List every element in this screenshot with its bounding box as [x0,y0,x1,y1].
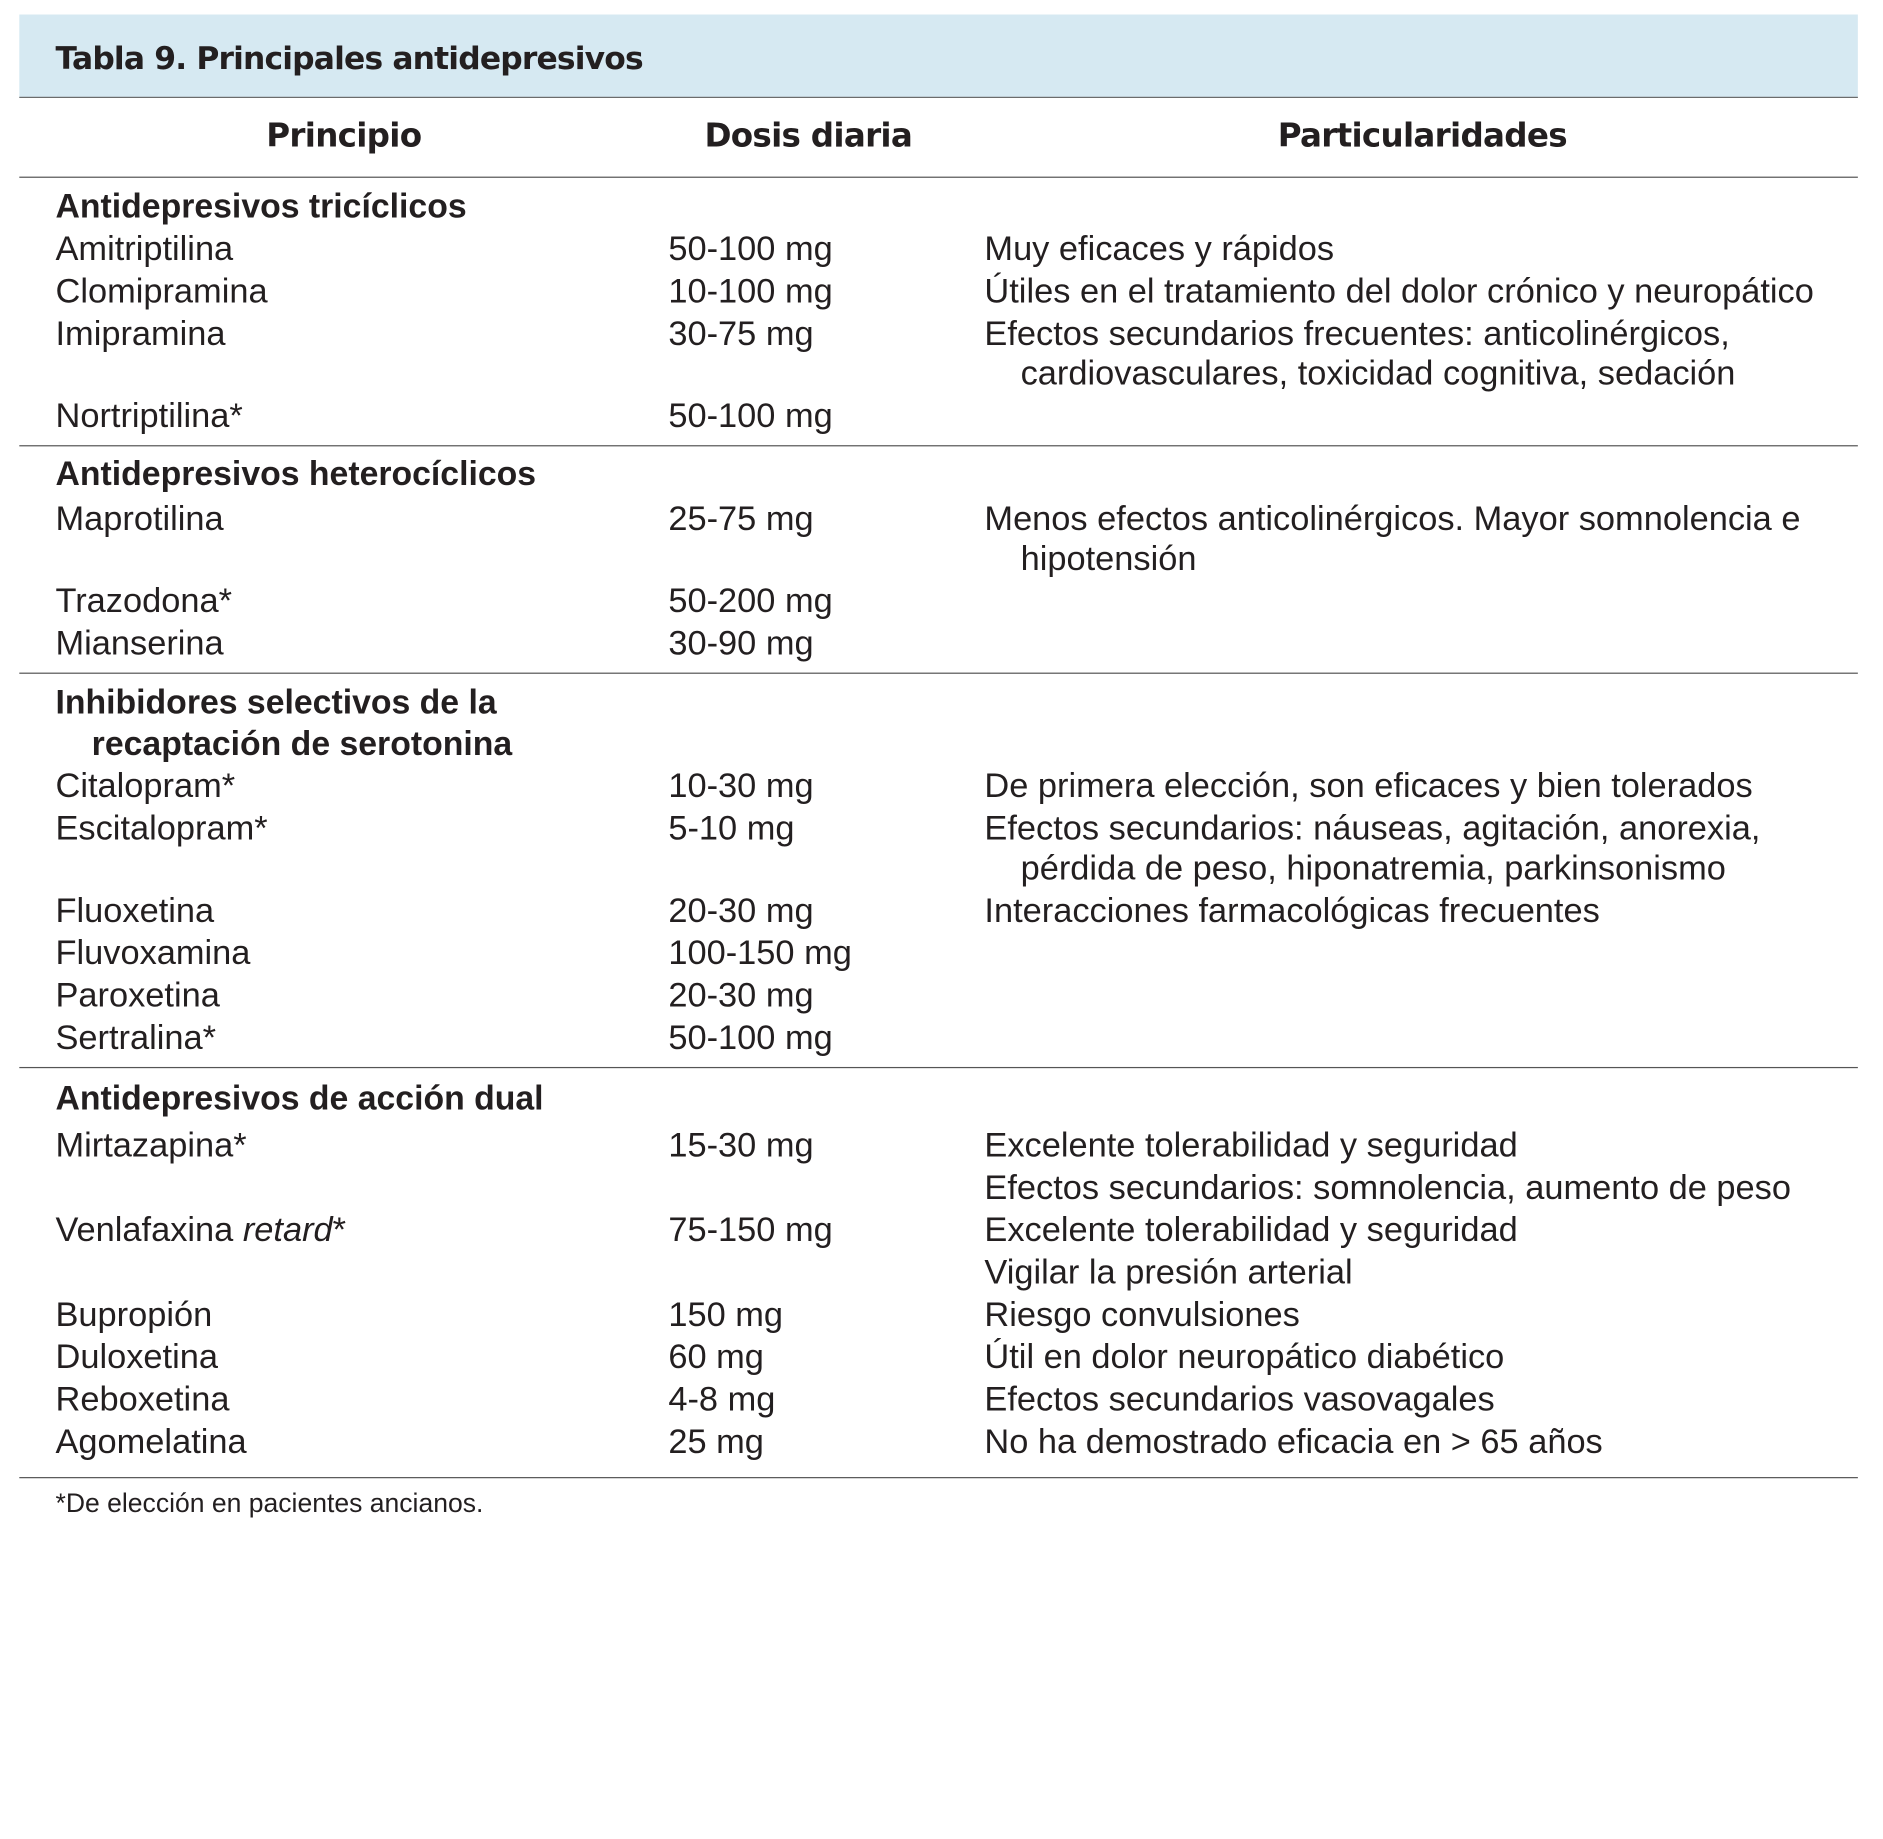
table-title: Tabla 9. Principales antidepresivos [55,41,643,78]
column-header-principio: Principio [266,117,422,155]
drug-name: Imipramina [55,314,226,354]
drug-note: Muy eficaces y rápidos [984,229,1335,269]
drug-note: Interacciones farmacológicas frecuentes [984,891,1600,931]
drug-note: Excelente tolerabilidad y seguridad [984,1126,1518,1165]
drug-dose: 50-200 mg [668,581,833,621]
drug-name: Fluvoxamina [55,933,251,973]
drug-name: Escitalopram* [55,809,268,848]
drug-dose: 100-150 mg [668,933,852,973]
drug-dose: 4-8 mg [668,1380,776,1419]
drug-note: Efectos secundarios frecuentes: anticolinérgicos, [984,314,1730,354]
drug-name: Clomipramina [55,272,268,311]
drug-name-venlafaxina [55,1210,346,1251]
section-divider [19,673,1858,674]
drug-dose: 150 mg [668,1295,784,1335]
drug-note: Útiles en el tratamiento del dolor crónico y neuropático [984,272,1814,311]
drug-dose: 20-30 mg [668,891,814,931]
column-header-dosis: Dosis diaria [704,117,913,155]
drug-dose: 30-75 mg [668,314,814,354]
drug-name: Amitriptilina [55,229,234,269]
drug-dose: 25 mg [668,1422,764,1462]
drug-name-asterisk: * [332,1210,347,1250]
drug-name: Fluoxetina [55,891,215,931]
drug-note: Vigilar la presión arterial [984,1253,1353,1292]
drug-note: Excelente tolerabilidad y seguridad [984,1210,1518,1250]
drug-dose: 75-150 mg [668,1210,833,1250]
drug-name-modifier: retard [242,1210,333,1250]
section-title-triciclicos: Antidepresivos tricíclicos [55,187,467,226]
section-divider [19,1067,1858,1068]
drug-dose: 10-100 mg [668,272,833,311]
table-footnote: *De elección en pacientes ancianos. [55,1487,484,1519]
drug-name: Bupropión [55,1295,213,1335]
drug-note-continued: cardiovasculares, toxicidad cognitiva, sedación [1020,354,1736,394]
section-title-isrs [55,682,512,764]
drug-note: No ha demostrado eficacia en > 65 años [984,1422,1603,1462]
drug-dose: 20-30 mg [668,976,814,1015]
drug-dose: 60 mg [668,1337,764,1377]
drug-name: Trazodona* [55,581,232,621]
drug-dose: 5-10 mg [668,809,795,848]
drug-note: Efectos secundarios: náuseas, agitación, anorexia, [984,809,1761,848]
drug-dose: 30-90 mg [668,624,814,663]
header-divider [19,177,1858,178]
drug-dose: 10-30 mg [668,766,814,806]
table-bottom-divider [19,1477,1858,1478]
drug-dose: 50-100 mg [668,1018,833,1058]
section-title-accion-dual: Antidepresivos de acción dual [55,1079,544,1117]
drug-name: Mirtazapina* [55,1126,247,1165]
drug-name: Nortriptilina* [55,396,243,436]
section-title-line: Inhibidores selectivos de la [55,683,497,721]
table-title-bar [19,15,1858,98]
drug-name: Venlafaxina [55,1210,234,1250]
drug-name: Maprotilina [55,499,224,539]
drug-name: Reboxetina [55,1380,230,1419]
drug-note: Riesgo convulsiones [984,1295,1300,1335]
drug-note-continued: pérdida de peso, hiponatremia, parkinsonismo [1020,849,1726,888]
drug-dose: 50-100 mg [668,229,833,269]
drug-note: Efectos secundarios: somnolencia, aumento de peso [984,1168,1791,1208]
drug-dose: 15-30 mg [668,1126,814,1165]
drug-name: Citalopram* [55,766,236,806]
drug-dose: 50-100 mg [668,396,833,436]
section-title-line: recaptación de serotonina [91,724,513,763]
drug-name: Mianserina [55,624,224,663]
drug-name: Paroxetina [55,976,220,1015]
drug-note: Útil en dolor neuropático diabético [984,1337,1505,1377]
section-title-heterociclicos: Antidepresivos heterocíclicos [55,454,537,493]
drug-name: Duloxetina [55,1337,218,1377]
drug-note: Menos efectos anticolinérgicos. Mayor somnolencia e [984,499,1801,539]
drug-note: Efectos secundarios vasovagales [984,1380,1495,1419]
drug-note: De primera elección, son eficaces y bien tolerados [984,766,1753,806]
section-divider [19,445,1858,446]
drug-dose: 25-75 mg [668,499,814,539]
drug-note-continued: hipotensión [1020,539,1197,579]
column-header-particularidades: Particularidades [1277,117,1567,155]
drug-name: Sertralina* [55,1018,217,1058]
drug-name: Agomelatina [55,1422,247,1462]
